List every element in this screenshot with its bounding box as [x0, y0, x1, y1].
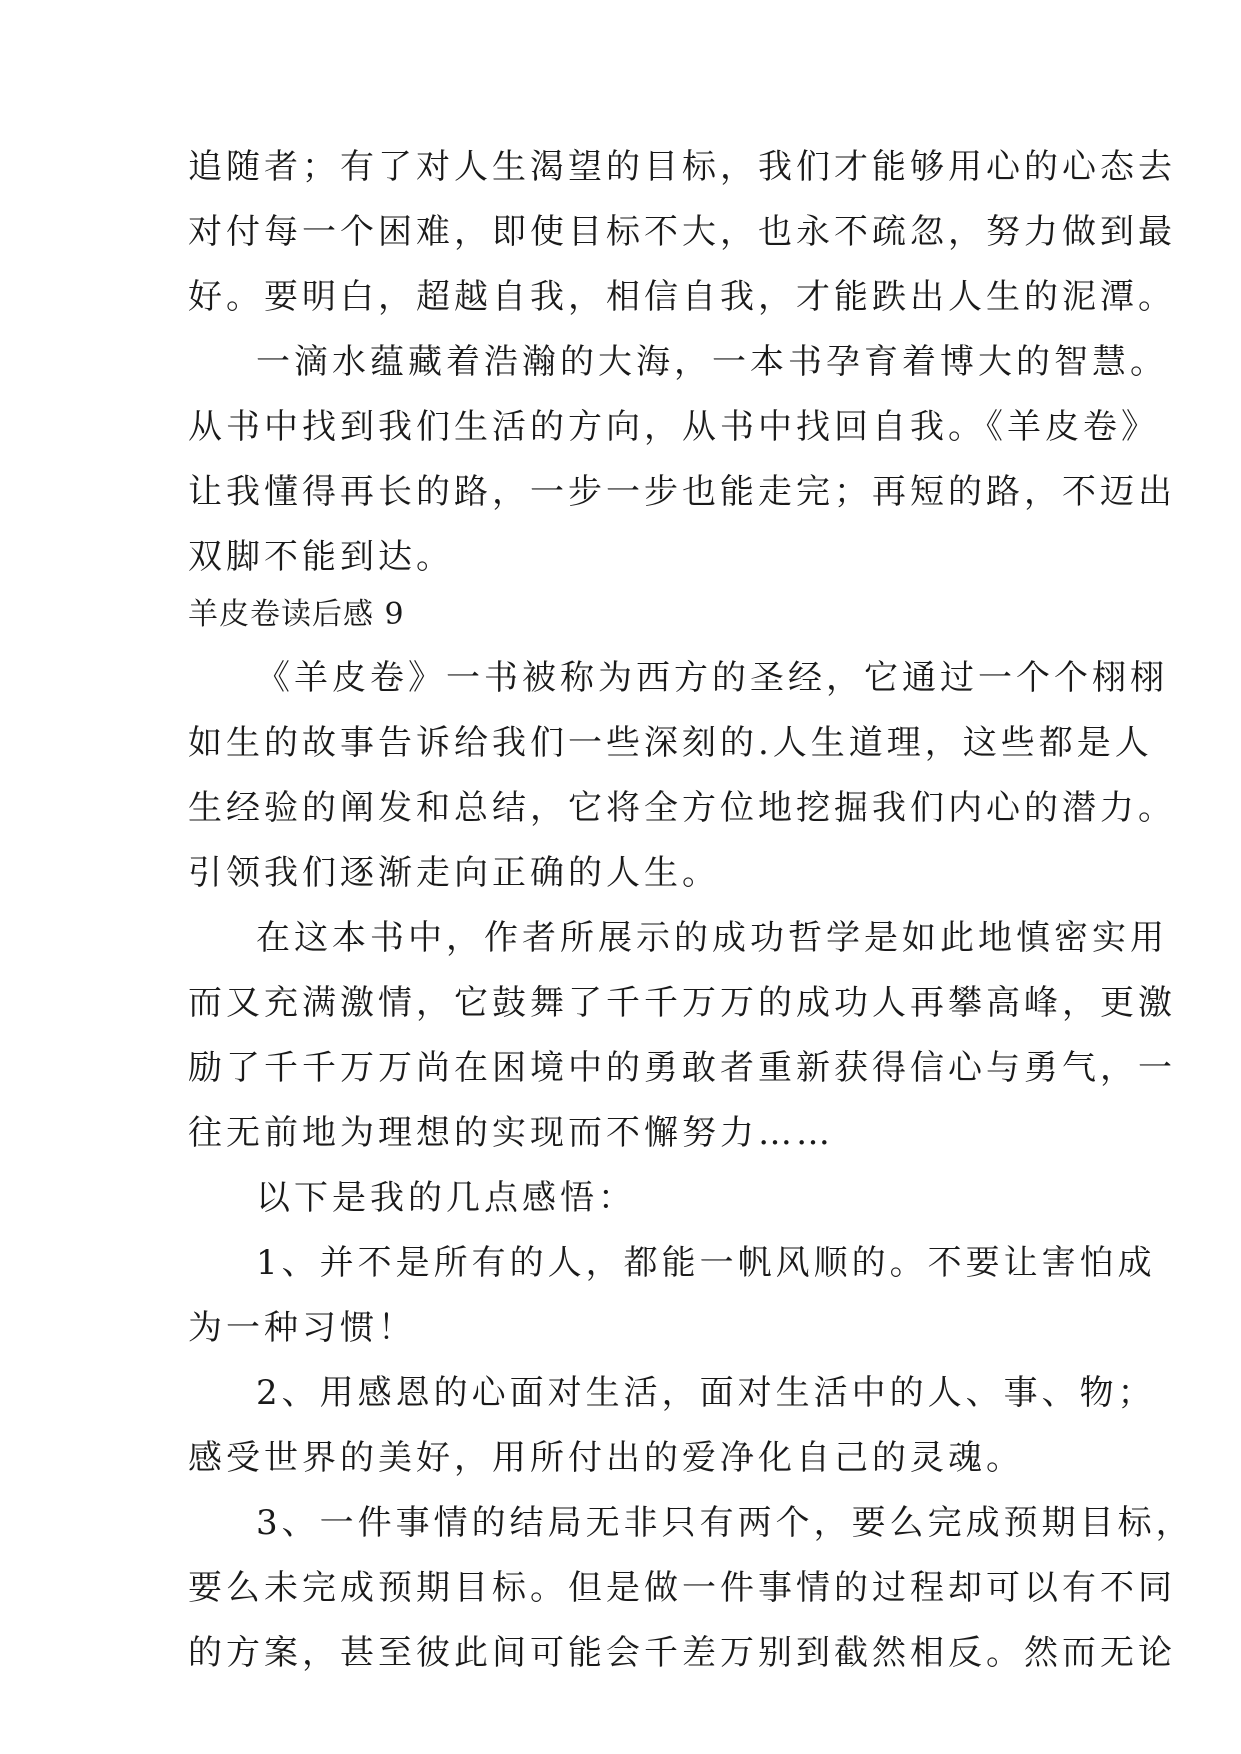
list-item-3-line-2: 要么未完成预期目标。但是做一件事情的过程却可以有不同 [188, 1568, 1176, 1608]
list-item-1-line-1: 1、并不是所有的人，都能一帆风顺的。不要让害怕成 [256, 1243, 1156, 1283]
text-line-7: 双脚不能到达。 [188, 537, 454, 577]
text-line-15: 励了千千万万尚在困境中的勇敢者重新获得信心与勇气，一 [188, 1048, 1176, 1088]
list-item-3-line-1: 3、一件事情的结局无非只有两个，要么完成预期目标， [256, 1503, 1194, 1543]
text-line-2: 对付每一个困难，即使目标不大，也永不疏忽，努力做到最 [188, 212, 1176, 252]
section-heading: 羊皮卷读后感 9 [188, 597, 405, 632]
list-item-3-line-3: 的方案，甚至彼此间可能会千差万别到截然相反。然而无论 [188, 1633, 1176, 1673]
list-item-1-line-2: 为一种习惯！ [188, 1308, 416, 1348]
text-line-14: 而又充满激情，它鼓舞了千千万万的成功人再攀高峰，更激 [188, 983, 1176, 1023]
paragraph-start-line-13: 在这本书中，作者所展示的成功哲学是如此地慎密实用 [256, 918, 1168, 958]
text-line-10: 如生的故事告诉给我们一些深刻的.人生道理，这些都是人 [188, 723, 1153, 763]
text-line-3: 好。要明白，超越自我，相信自我，才能跌出人生的泥潭。 [188, 277, 1176, 317]
list-item-2-line-2: 感受世界的美好，用所付出的爱净化自己的灵魂。 [188, 1438, 1024, 1478]
text-line-12: 引领我们逐渐走向正确的人生。 [188, 853, 720, 893]
paragraph-start-line-4: 一滴水蕴藏着浩瀚的大海，一本书孕育着博大的智慧。 [256, 342, 1168, 382]
paragraph-start-line-9: 《羊皮卷》一书被称为西方的圣经，它通过一个个栩栩 [256, 658, 1168, 698]
text-line-1: 追随者；有了对人生渴望的目标，我们才能够用心的心态去 [188, 147, 1176, 187]
paragraph-start-line-17: 以下是我的几点感悟： [256, 1178, 636, 1218]
text-line-6: 让我懂得再长的路，一步一步也能走完；再短的路，不迈出 [188, 472, 1176, 512]
text-line-16: 往无前地为理想的实现而不懈努力…… [188, 1113, 834, 1153]
text-line-5: 从书中找到我们生活的方向，从书中找回自我。《羊皮卷》 [188, 407, 1159, 447]
text-line-11: 生经验的阐发和总结，它将全方位地挖掘我们内心的潜力。 [188, 788, 1176, 828]
list-item-2-line-1: 2、用感恩的心面对生活，面对生活中的人、事、物； [256, 1373, 1156, 1413]
